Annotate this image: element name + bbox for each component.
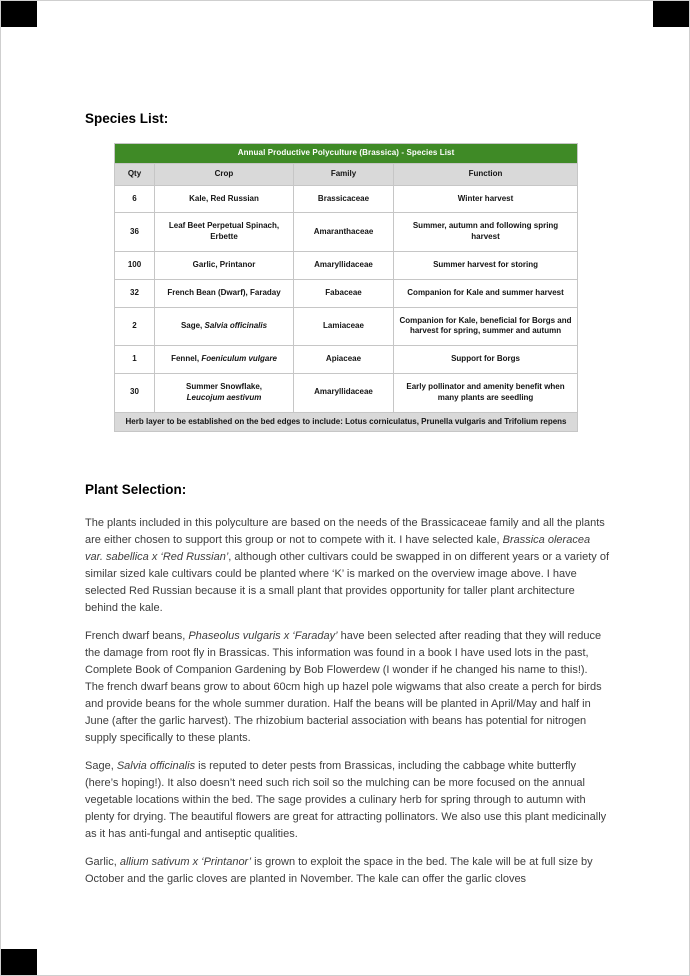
function-cell: Support for Borgs (394, 346, 578, 374)
paragraph-beans: French dwarf beans, Phaseolus vulgaris x ‘Faraday’ have been selected after reading that they will reduce the damage from root fly in Brassicas. This information was found in a book I have used lots in the past, Complete Book of Companion Gardening by Bob Flowerdew (I wonder if he changed his name to this!). The french dwarf beans grow to about 60cm high up hazel pole wigwams that also create a perch for birds and provide beans for the whole summer duration. Half the beans will be planted in April/May and half in June (after the garlic harvest). The rhizobium bacterial association with beans has potential for nitrogen supply specifically to these plants. (85, 630, 602, 745)
qty-cell: 1 (115, 346, 155, 374)
column-header-family: Family (294, 163, 394, 185)
family-cell: Amaryllidaceae (294, 373, 394, 412)
species-name: Phaseolus vulgaris x ‘Faraday’ (188, 630, 338, 643)
function-cell: Companion for Kale and summer harvest (394, 279, 578, 307)
qty-cell: 2 (115, 307, 155, 346)
paragraph-sage: Sage, Salvia officinalis is reputed to deter pests from Brassicas, including the cabbage white butterfly (here’s hoping!). It also doesn’t need such rich soil so the mulching can be more focused on the annual vegetable locations within the bed. The sage provides a culinary herb for spring through to autumn with plenty for drying. The beautiful flowers are great for attracting pollinators. We also use this plant medicinally as it has anti-fungal and antiseptic qualities. (85, 760, 607, 841)
crop-cell: Kale, Red Russian (155, 185, 294, 213)
family-cell: Fabaceae (294, 279, 394, 307)
table-row (115, 251, 578, 279)
crop-cell: Sage, Salvia officinalis (155, 307, 294, 346)
family-cell: Brassicaceae (294, 185, 394, 213)
table-title-row (115, 144, 578, 164)
table-footnote: Herb layer to be established on the bed edges to include: Lotus corniculatus, Prunella vulgaris and Trifolium repens (115, 412, 578, 432)
qty-cell: 6 (115, 185, 155, 213)
qty-cell: 30 (115, 373, 155, 412)
family-cell: Amaryllidaceae (294, 251, 394, 279)
body-text (85, 515, 609, 888)
paragraph-kale: The plants included in this polyculture are based on the needs of the Brassicaceae family and all the plants are either chosen to support this group or not to compete with it. I have selected kale, Brassica oleracea var. sabellica x ‘Red Russian’, although other cultivars could be swapped in on different years or a variety of similar sized kale cultivars could be planted where ‘K’ is marked on the overview image above. I have selected Red Russian because it is a small plant that provides opportunity for taller plant architecture behind the kale. (85, 517, 610, 615)
species-list-heading: Species List: (85, 111, 169, 126)
function-cell: Summer, autumn and following spring harvest (394, 213, 578, 252)
table-row (115, 185, 578, 213)
table-row (115, 213, 578, 252)
family-cell: Lamiaceae (294, 307, 394, 346)
function-cell: Summer harvest for storing (394, 251, 578, 279)
column-header-qty: Qty (115, 163, 155, 185)
crop-cell: Garlic, Printanor (155, 251, 294, 279)
table-header-row (115, 163, 578, 185)
table-row (115, 346, 578, 374)
function-cell: Early pollinator and amenity benefit when many plants are seedling (394, 373, 578, 412)
plant-selection-heading: Plant Selection: (85, 482, 187, 498)
species-table (114, 143, 578, 432)
corner-mark-bottom-left (1, 949, 37, 975)
corner-mark-top-left (1, 1, 37, 27)
qty-cell: 36 (115, 213, 155, 252)
function-cell: Companion for Kale, beneficial for Borgs and harvest for spring, summer and autumn (394, 307, 578, 346)
function-cell: Winter harvest (394, 185, 578, 213)
species-name: allium sativum x ‘Printanor’ (119, 856, 252, 869)
column-header-function: Function (394, 163, 578, 185)
family-cell: Apiaceae (294, 346, 394, 374)
column-header-crop: Crop (155, 163, 294, 185)
family-cell: Amaranthaceae (294, 213, 394, 252)
crop-cell: French Bean (Dwarf), Faraday (155, 279, 294, 307)
crop-cell: Leaf Beet Perpetual Spinach, Erbette (155, 213, 294, 252)
table-footnote-row (115, 412, 578, 432)
qty-cell: 32 (115, 279, 155, 307)
crop-cell: Summer Snowflake, Leucojum aestivum (155, 373, 294, 412)
corner-mark-top-right (653, 1, 689, 27)
species-name: Salvia officinalis (116, 760, 196, 773)
paragraph-garlic: Garlic, allium sativum x ‘Printanor’ is grown to exploit the space in the bed. The kale will be at full size by October and the garlic cloves are planted in November. The kale can offer the garlic cloves (85, 856, 593, 886)
species-name: Brassica oleracea var. sabellica x ‘Red Russian’ (85, 534, 591, 564)
qty-cell: 100 (115, 251, 155, 279)
crop-cell: Fennel, Foeniculum vulgare (155, 346, 294, 374)
table-row (115, 279, 578, 307)
table-row (115, 373, 578, 412)
table-title: Annual Productive Polyculture (Brassica) - Species List (115, 144, 578, 164)
table-row (115, 307, 578, 346)
